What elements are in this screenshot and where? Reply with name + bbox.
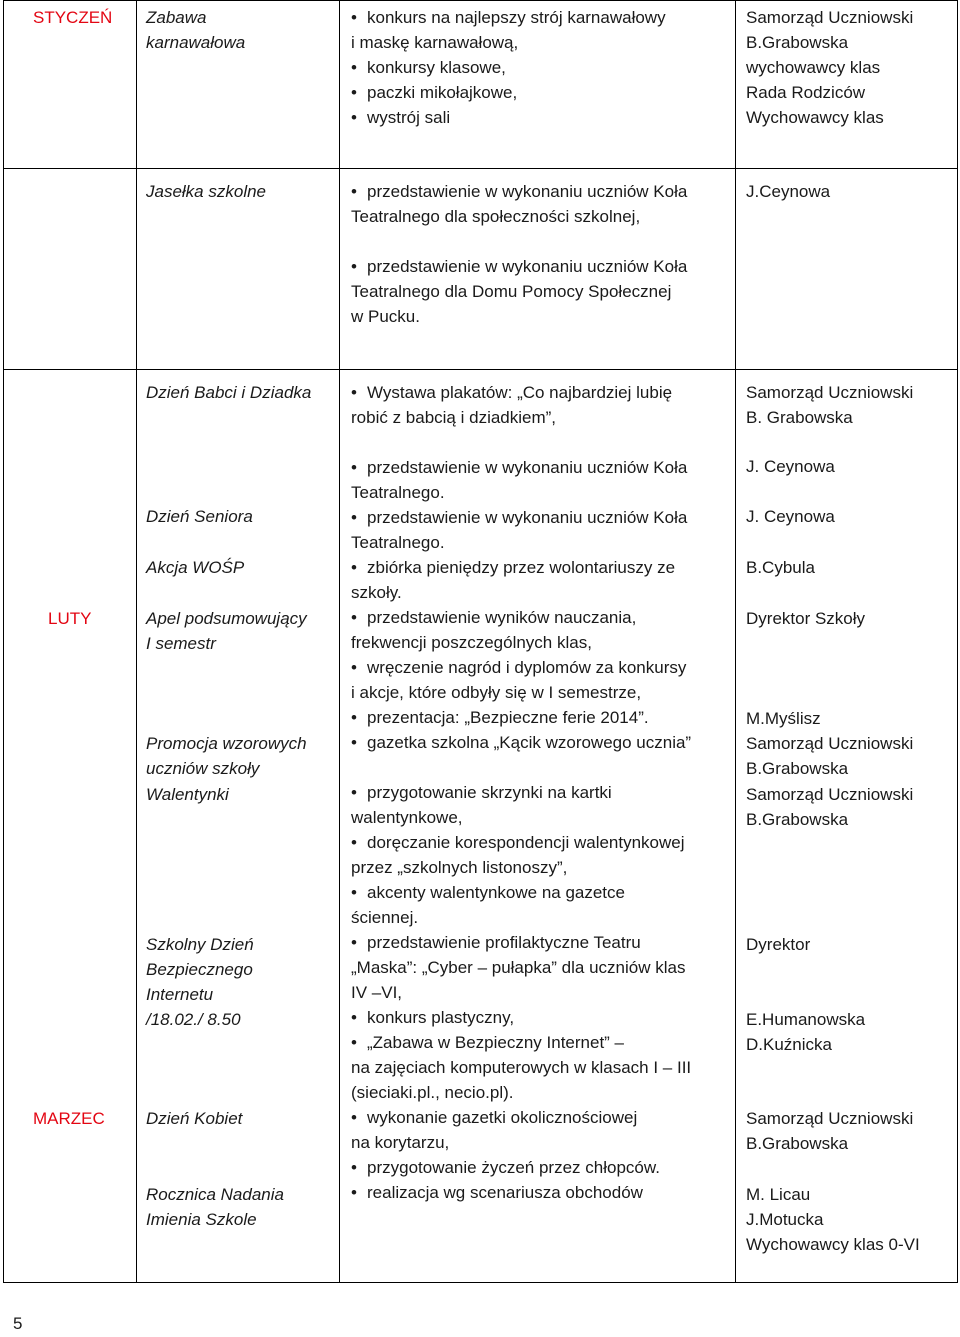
list-item: • prezentacja: „Bezpieczne ferie 2014”. (351, 705, 733, 730)
activity-line: frekwencji poszczególnych klas, (351, 633, 592, 652)
activity-line: przez „szkolnych listonoszy”, (351, 858, 568, 877)
activity-line: • przedstawienie profilaktyczne Teatru (367, 933, 641, 952)
responsible-line: B. Grabowska (746, 408, 853, 427)
activity-line: ściennej. (351, 908, 419, 927)
list-item (351, 480, 733, 505)
responsible-line: D.Kuźnicka (746, 1035, 832, 1054)
event-line: Promocja wzorowych (146, 734, 307, 753)
responsible-wosp: B.Cybula (746, 558, 815, 577)
event-karnawal (146, 5, 245, 55)
activity-line: IV –VI, (351, 983, 403, 1002)
responsible-kobiet (746, 1106, 913, 1156)
list-item (351, 880, 733, 905)
responsible-promocja (746, 731, 913, 781)
list-item (351, 855, 733, 880)
list-item: • przygotowanie życzeń przez chłopców. (351, 1155, 733, 1180)
responsible-line: Samorząd Uczniowski (746, 1109, 914, 1128)
activity-line: • przedstawienie w wykonaniu uczniów Koła (367, 508, 688, 527)
list-item (351, 455, 733, 480)
table-border-col3 (735, 0, 736, 1283)
responsible-line: E.Humanowska (746, 1010, 866, 1029)
list-item (351, 505, 733, 530)
table-border-row2 (3, 168, 958, 169)
month-january: STYCZEŃ (33, 8, 113, 27)
list-item (351, 405, 733, 430)
list-item (351, 279, 731, 329)
list-item (351, 555, 733, 580)
list-item: • konkurs na najlepszy strój karnawałowy (351, 5, 731, 30)
responsible-line: wychowawcy klas (746, 58, 881, 77)
responsible-internet: Dyrektor (746, 935, 811, 954)
event-line: uczniów szkoły (146, 759, 260, 778)
responsible-line: Wychowawcy klas (746, 108, 884, 127)
responsible-line: B.Grabowska (746, 759, 849, 778)
activity-line: • „Zabawa w Bezpieczny Internet” – (367, 1033, 625, 1052)
event-line: Internetu (146, 985, 214, 1004)
event-line: /18.02./ 8.50 (146, 1010, 241, 1029)
event-wosp: Akcja WOŚP (146, 558, 245, 577)
activity-line: Teatralnego dla społeczności szkolnej, (351, 207, 641, 226)
responsible-walentynki (746, 782, 913, 832)
responsible-babci-theatre: J. Ceynowa (746, 457, 835, 476)
table-border-col1 (136, 0, 137, 1283)
event-promocja (146, 731, 307, 781)
activity-line: i akcje, które odbyły się w I semestrze, (351, 683, 642, 702)
responsible-line: Wychowawcy klas 0-VI (746, 1235, 920, 1254)
list-item: • paczki mikołajkowe, (351, 80, 731, 105)
activity-line: • wręczenie nagród i dyplomów za konkursy (367, 658, 687, 677)
responsible-line: B.Grabowska (746, 33, 849, 52)
activity-line: na korytarzu, (351, 1133, 450, 1152)
activities-karnawal (351, 5, 731, 130)
list-item (351, 780, 733, 805)
responsible-jaselka: J.Ceynowa (746, 182, 831, 201)
responsible-line: Rada Rodziców (746, 83, 866, 102)
event-internet (146, 932, 254, 1032)
list-item (351, 254, 731, 279)
list-item (351, 1105, 733, 1130)
list-item (351, 580, 733, 605)
month-february: LUTY (48, 609, 92, 628)
table-border-bottom (3, 1282, 958, 1283)
activity-line: • przygotowanie skrzynki na kartki (367, 783, 612, 802)
list-item (351, 905, 733, 930)
table-border-row1 (3, 0, 958, 1)
responsible-line: Samorząd Uczniowski (746, 8, 914, 27)
event-babci: Dzień Babci i Dziadka (146, 383, 312, 402)
event-line: Imienia Szkole (146, 1210, 257, 1229)
activity-line: • przedstawienie w wykonaniu uczniów Koła (367, 458, 688, 477)
month-march: MARZEC (33, 1109, 105, 1128)
event-line: Rocznica Nadania (146, 1185, 284, 1204)
event-line: Zabawa (146, 8, 207, 27)
table-border-right (957, 0, 958, 1283)
responsible-line: M. Licau (746, 1185, 811, 1204)
responsible-line: J.Motucka (746, 1210, 824, 1229)
list-item (351, 630, 733, 655)
list-item (351, 955, 733, 980)
activities-jaselka (351, 179, 731, 329)
activity-line: • przedstawienie w wykonaniu uczniów Koła (367, 182, 688, 201)
activity-line: na zajęciach komputerowych w klasach I – III (351, 1058, 692, 1077)
list-item (351, 1080, 733, 1105)
list-item: • konkursy klasowe, (351, 55, 731, 80)
responsible-line: Samorząd Uczniowski (746, 383, 914, 402)
list-item (351, 805, 733, 830)
event-walentynki: Walentynki (146, 785, 229, 804)
table-border-col2 (339, 0, 340, 1283)
event-line: Szkolny Dzień (146, 935, 254, 954)
list-item (351, 655, 733, 680)
event-seniora: Dzień Seniora (146, 507, 253, 526)
list-item (351, 1030, 733, 1055)
activity-line: • przedstawienie w wykonaniu uczniów Koła (367, 257, 688, 276)
table-border-left (3, 0, 4, 1283)
activity-line: Teatralnego. (351, 533, 445, 552)
event-kobiet: Dzień Kobiet (146, 1109, 243, 1128)
responsible-rocznica (746, 1182, 920, 1257)
list-item (351, 980, 733, 1005)
activity-line: (sieciaki.pl., necio.pl). (351, 1083, 514, 1102)
responsible-seniora: J. Ceynowa (746, 507, 835, 526)
responsible-line: Samorząd Uczniowski (746, 734, 914, 753)
table-border-row3 (3, 369, 958, 370)
list-item (351, 1130, 733, 1155)
event-apel (146, 606, 307, 656)
responsible-apel: Dyrektor Szkoły (746, 609, 866, 628)
list-item (351, 179, 731, 204)
list-item (351, 930, 733, 955)
activity-line: walentynkowe, (351, 808, 463, 827)
activity-line: • zbiórka pieniędzy przez wolontariuszy ze (367, 558, 676, 577)
responsible-line: B.Grabowska (746, 810, 849, 829)
responsible-babci (746, 380, 913, 430)
list-item (351, 530, 733, 555)
list-item: • gazetka szkolna „Kącik wzorowego ucznia” (351, 730, 733, 755)
activity-line: robić z babcią i dziadkiem”, (351, 408, 557, 427)
list-item: • konkurs plastyczny, (351, 1005, 733, 1030)
responsible-line: Samorząd Uczniowski (746, 785, 914, 804)
list-item (351, 1055, 733, 1080)
list-item (351, 204, 731, 229)
activity-line: • Wystawa plakatów: „Co najbardziej lubię (367, 383, 673, 402)
event-line: karnawałowa (146, 33, 246, 52)
list-item: i maskę karnawałową, (351, 33, 519, 52)
activity-line: szkoły. (351, 583, 402, 602)
list-item: • wystrój sali (351, 105, 731, 130)
list-item (351, 605, 733, 630)
list-item (351, 680, 733, 705)
event-line: I semestr (146, 634, 216, 653)
activity-line: Teatralnego dla Domu Pomocy Społecznej (351, 282, 672, 301)
activity-line: • akcenty walentynkowe na gazetce (367, 883, 625, 902)
responsible-line: B.Grabowska (746, 1134, 849, 1153)
activity-line: Teatralnego. (351, 483, 445, 502)
page-number: 5 (13, 1314, 23, 1333)
responsible-internet-contest (746, 1007, 865, 1057)
list-item (351, 380, 733, 405)
activity-line: • wykonanie gazetki okolicznościowej (367, 1108, 638, 1127)
responsible-apel-presentation: M.Myślisz (746, 709, 821, 728)
activity-line: • doręczanie korespondencji walentynkowej (367, 833, 685, 852)
event-line: Apel podsumowujący (146, 609, 307, 628)
event-rocznica (146, 1182, 284, 1232)
activity-line: „Maska”: „Cyber – pułapka” dla uczniów klas (351, 958, 686, 977)
responsible-karnawal (746, 5, 913, 130)
event-jaselka: Jasełka szkolne (146, 182, 267, 201)
activity-line: • przedstawienie wyników nauczania, (367, 608, 637, 627)
activity-line: w Pucku. (351, 307, 420, 326)
event-line: Bezpiecznego (146, 960, 253, 979)
list-item: • realizacja wg scenariusza obchodów (351, 1180, 733, 1205)
list-item (351, 830, 733, 855)
activities-main (351, 380, 733, 1205)
